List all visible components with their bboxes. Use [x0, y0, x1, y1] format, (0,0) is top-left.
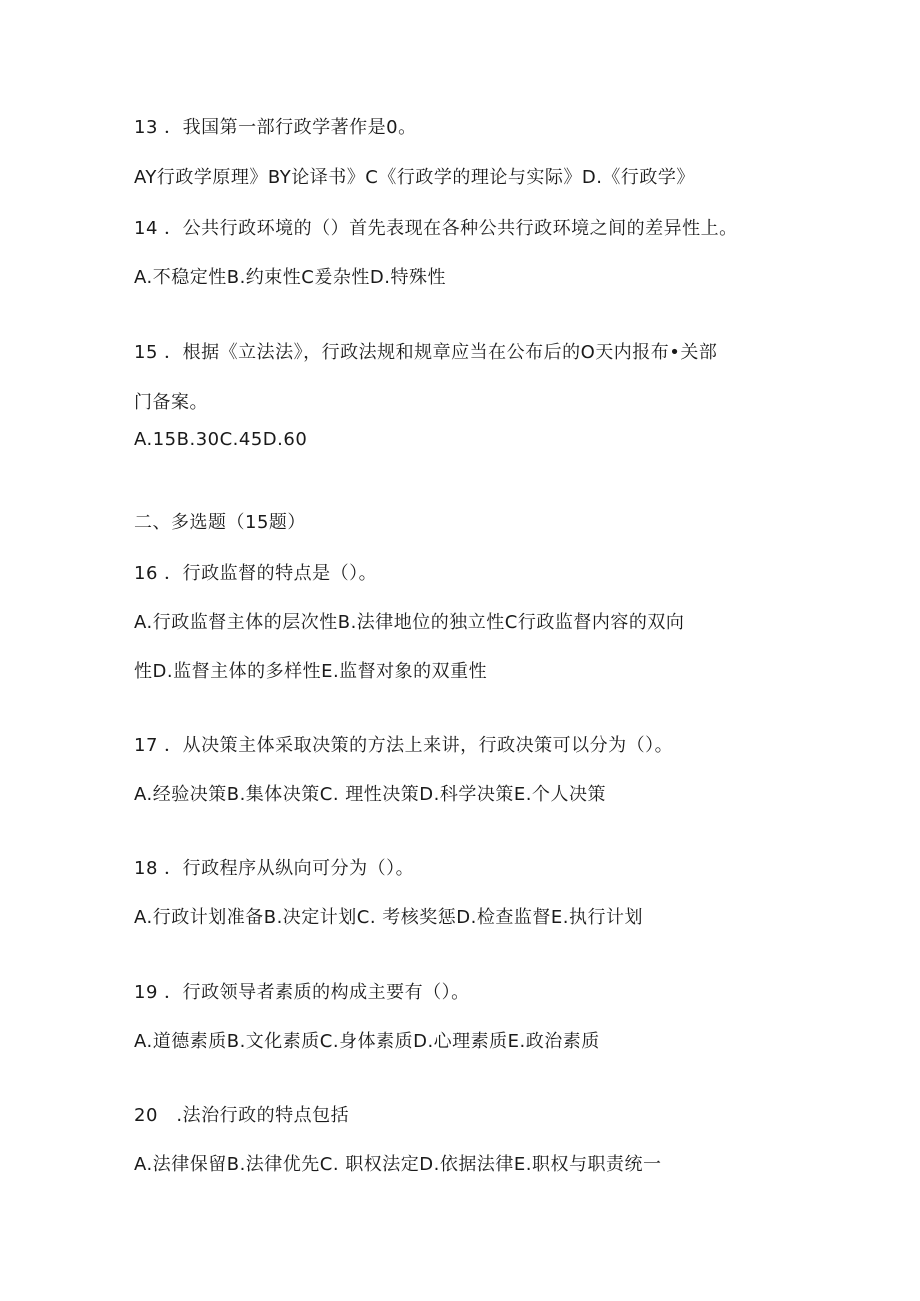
section-heading: 二、多选题（15题）	[134, 512, 306, 533]
q18-options: A.行政计划准备B.决定计划C. 考核奖惩D.检查监督E.执行计划	[134, 907, 643, 928]
q15-options: A.15B.30C.45D.60	[134, 429, 308, 450]
q19-options: A.道德素质B.文化素质C.身体素质D.心理素质E.政治素质	[134, 1031, 600, 1052]
q16-options-line-1: A.行政监督主体的层次性B.法律地位的独立性C行政监督内容的双向	[134, 612, 685, 633]
q15-stem-line-1: 15 ．根据《立法法》，行政法规和规章应当在公布后的O天内报布•关部	[134, 342, 718, 363]
q20-stem: 20 .法治行政的特点包括	[134, 1105, 350, 1126]
q13-stem: 13 ．我国第一部行政学著作是0。	[134, 117, 417, 138]
q18-stem: 18 ．行政程序从纵向可分为（）。	[134, 858, 415, 879]
q14-options: A.不稳定性B.约束性C爰杂性D.特殊性	[134, 267, 446, 288]
q13-options: AY行政学原理》BY论译书》C《行政学的理论与实际》D.《行政学》	[134, 167, 695, 188]
q16-options-line-2: 性D.监督主体的多样性E.监督对象的双重性	[134, 661, 488, 682]
q17-options: A.经验决策B.集体决策C. 理性决策D.科学决策E.个人决策	[134, 784, 606, 805]
q15-stem-line-2: 门备案。	[134, 392, 208, 413]
q20-options: A.法律保留B.法律优先C. 职权法定D.依据法律E.职权与职责统一	[134, 1154, 662, 1175]
q19-stem: 19 ．行政领导者素质的构成主要有（）。	[134, 982, 470, 1003]
q14-stem: 14 ．公共行政环境的（）首先表现在各种公共行政环境之间的差异性上。	[134, 218, 738, 239]
q16-stem: 16 ．行政监督的特点是（）。	[134, 563, 378, 584]
q17-stem: 17 ．从决策主体采取决策的方法上来讲，行政决策可以分为（）。	[134, 735, 674, 756]
